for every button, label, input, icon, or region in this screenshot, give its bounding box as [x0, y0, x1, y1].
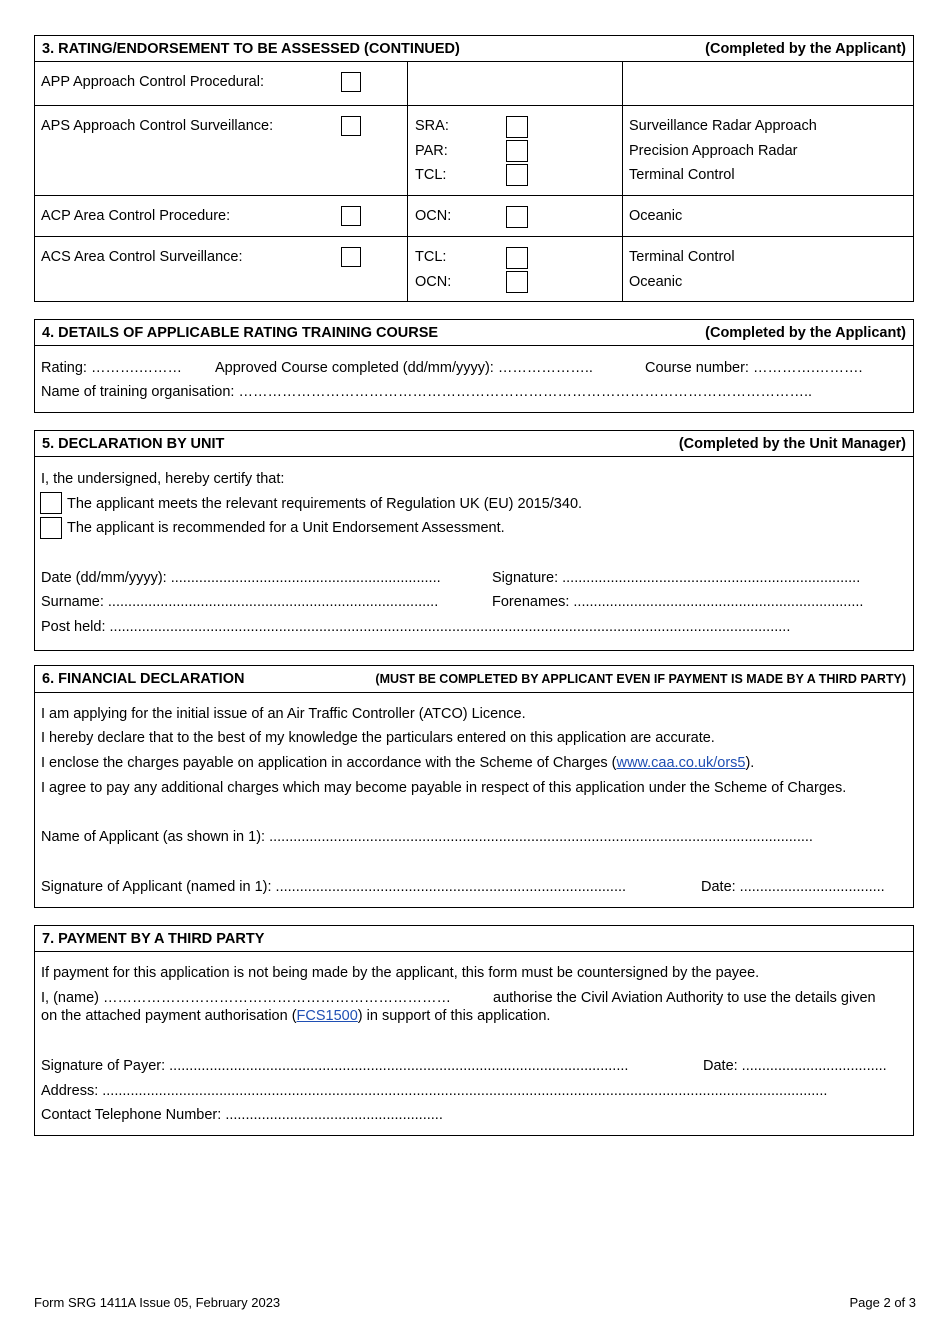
payer-address-field[interactable]: Address: ....................................................................................................................................................................................: [41, 1083, 828, 1099]
desc-ocn: Oceanic: [629, 208, 683, 224]
checkbox-par[interactable]: [506, 140, 528, 162]
sub-label-acs-ocn: OCN:: [415, 274, 452, 290]
applicant-name-field[interactable]: Name of Applicant (as shown in 1): .......................................................................................................................................: [41, 829, 813, 845]
section-4-title: 4. DETAILS OF APPLICABLE RATING TRAINING COURSE: [42, 325, 439, 341]
section-6-header: [35, 666, 913, 693]
course-completed-field[interactable]: Approved Course completed (dd/mm/yyyy): ………………..: [215, 360, 593, 376]
checkbox-meets-requirements[interactable]: [40, 492, 62, 514]
checkbox-acs-ocn[interactable]: [506, 271, 528, 293]
section-6-note: (MUST BE COMPLETED BY APPLICANT EVEN IF PAYMENT IS MADE BY A THIRD PARTY): [375, 672, 906, 686]
applicant-date-field[interactable]: Date: ....................................: [701, 879, 885, 895]
unit-date-field[interactable]: Date (dd/mm/yyyy): ...................................................................: [41, 570, 441, 586]
section-5: [34, 430, 914, 651]
training-organisation-field[interactable]: Name of training organisation: ………………………………………………………………………………………………………..: [41, 384, 813, 400]
unit-signature-field[interactable]: Signature: ..........................................................................: [492, 570, 861, 586]
fcs1500-link[interactable]: FCS1500: [296, 1008, 358, 1024]
declaration-intro: I, the undersigned, hereby certify that:: [41, 471, 285, 487]
desc-par: Precision Approach Radar: [629, 143, 798, 159]
checkbox-aps[interactable]: [341, 116, 361, 136]
checkbox-acp[interactable]: [341, 206, 361, 226]
section-6: [34, 665, 914, 908]
payer-phone-field[interactable]: Contact Telephone Number: ......................................................: [41, 1107, 443, 1123]
desc-acs-ocn: Oceanic: [629, 274, 683, 290]
section-3-title: 3. RATING/ENDORSEMENT TO BE ASSESSED (CONTINUED): [42, 41, 460, 57]
unit-surname-field[interactable]: Surname: ..................................................................................: [41, 594, 439, 610]
checkbox-sra[interactable]: [506, 116, 528, 138]
desc-acs-tcl: Terminal Control: [629, 249, 735, 265]
check-meets-requirements-label: The applicant meets the relevant requirements of Regulation UK (EU) 2015/340.: [67, 496, 583, 512]
section-3: [34, 35, 914, 302]
rating-label-acs: ACS Area Control Surveillance:: [41, 249, 243, 265]
section-4-note: (Completed by the Applicant): [705, 325, 906, 341]
financial-line-1: I am applying for the initial issue of an Air Traffic Controller (ATCO) Licence.: [41, 706, 526, 722]
third-party-line-2: authorise the Civil Aviation Authority to use the details given: [493, 990, 876, 1006]
scheme-of-charges-link[interactable]: www.caa.co.uk/ors5: [616, 755, 746, 771]
checkbox-recommended[interactable]: [40, 517, 62, 539]
unit-forenames-field[interactable]: Forenames: ........................................................................: [492, 594, 864, 610]
rating-row-acs: [35, 236, 913, 301]
rating-row-acp: [35, 195, 913, 236]
section-5-title: 5. DECLARATION BY UNIT: [42, 436, 225, 452]
rating-row-aps: [35, 105, 913, 195]
check-recommended-label: The applicant is recommended for a Unit Endorsement Assessment.: [67, 520, 505, 536]
applicant-signature-field[interactable]: Signature of Applicant (named in 1): .......................................................................................: [41, 879, 627, 895]
page-number: Page 2 of 3: [849, 1295, 916, 1310]
payer-signature-field[interactable]: Signature of Payer: ..................................................................................................................: [41, 1058, 629, 1074]
checkbox-acp-ocn[interactable]: [506, 206, 528, 228]
section-7: [34, 925, 914, 1136]
section-4-header: [35, 320, 913, 346]
sub-label-par: PAR:: [415, 143, 448, 159]
sub-label-ocn: OCN:: [415, 208, 452, 224]
form-reference: Form SRG 1411A Issue 05, February 2023: [34, 1295, 281, 1310]
desc-tcl: Terminal Control: [629, 167, 735, 183]
section-6-title: 6. FINANCIAL DECLARATION: [42, 671, 245, 687]
checkbox-acs[interactable]: [341, 247, 361, 267]
section-5-header: [35, 431, 913, 457]
section-5-note: (Completed by the Unit Manager): [678, 436, 906, 452]
course-number-field[interactable]: Course number: ………….……….: [645, 360, 863, 376]
rating-label-app: APP Approach Control Procedural:: [41, 74, 265, 90]
payee-name-field[interactable]: I, (name) ………………………………………………………………: [41, 990, 452, 1006]
section-4: [34, 319, 914, 413]
checkbox-tcl[interactable]: [506, 164, 528, 186]
sub-label-tcl: TCL:: [415, 167, 447, 183]
financial-line-3: I enclose the charges payable on application in accordance with the Scheme of Charges (www.caa.co.uk/ors5).: [41, 755, 755, 771]
sub-label-acs-tcl: TCL:: [415, 249, 447, 265]
financial-line-4: I agree to pay any additional charges which may become payable in respect of this application under the Scheme of Charges.: [41, 780, 847, 796]
sub-label-sra: SRA:: [415, 118, 449, 134]
financial-line-2: I hereby declare that to the best of my knowledge the particulars entered on this application are accurate.: [41, 730, 715, 746]
rating-row-app: [35, 62, 913, 105]
section-7-title: 7. PAYMENT BY A THIRD PARTY: [42, 931, 265, 947]
section-3-note: (Completed by the Applicant): [705, 41, 906, 57]
rating-field[interactable]: Rating: ……….………: [41, 360, 182, 376]
rating-label-aps: APS Approach Control Surveillance:: [41, 118, 274, 134]
checkbox-app[interactable]: [341, 72, 361, 92]
rating-label-acp: ACP Area Control Procedure:: [41, 208, 231, 224]
third-party-line-1: If payment for this application is not being made by the applicant, this form must be countersigned by the payee.: [41, 965, 760, 981]
unit-post-held-field[interactable]: Post held: .........................................................................................................................................................................: [41, 619, 791, 635]
payer-date-field[interactable]: Date: ....................................: [703, 1058, 887, 1074]
third-party-line-3: on the attached payment authorisation (FCS1500) in support of this application.: [41, 1008, 551, 1024]
section-7-header: [35, 926, 913, 952]
checkbox-acs-tcl[interactable]: [506, 247, 528, 269]
desc-sra: Surveillance Radar Approach: [629, 118, 817, 134]
section-3-header: [35, 36, 913, 62]
